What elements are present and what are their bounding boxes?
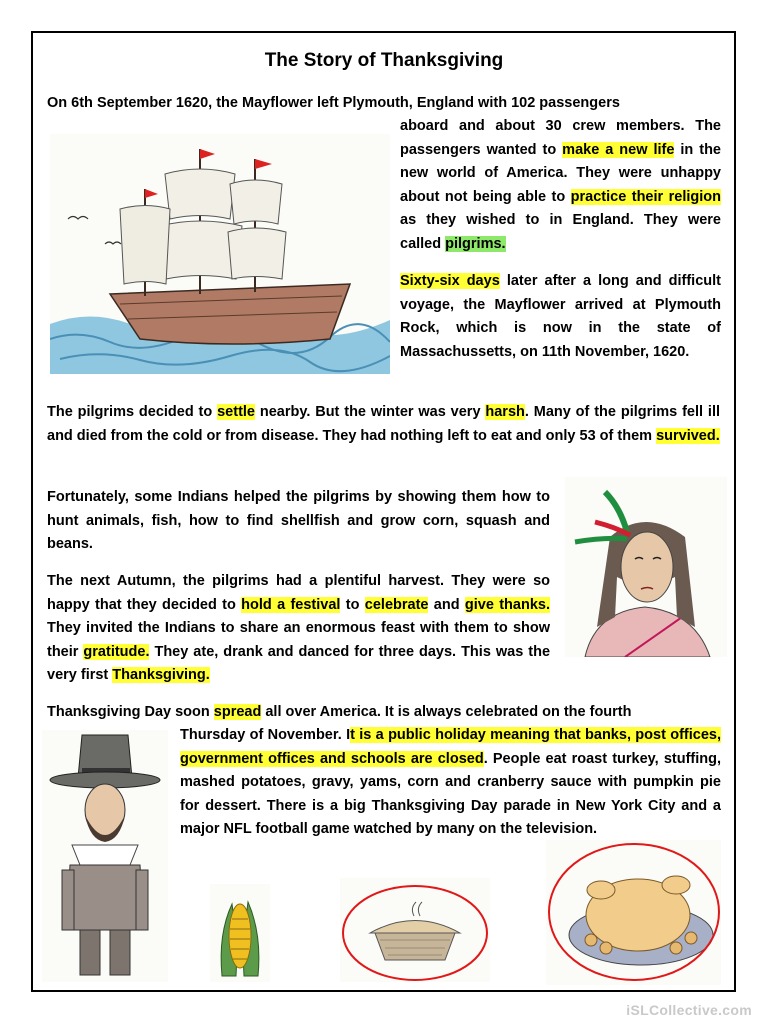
watermark: iSLCollective.com: [626, 1002, 752, 1018]
highlight-harsh: harsh: [485, 404, 525, 420]
paragraph-1: aboard and about 30 crew members. The passengers wanted to make a new life in the new world of America. They were unhappy about not being able to practice their religion as they wished to in England. They were called pilgrims.: [400, 118, 721, 252]
highlight-practice-religion: practice their religion: [570, 188, 721, 205]
roast-turkey-illustration: [546, 840, 721, 985]
highlight-settle: settle: [217, 404, 255, 420]
highlight-public-holiday: t is a public holiday meaning that banks, post offices, government offices and schools are closed: [180, 727, 721, 767]
paragraph-5: The next Autumn, the pilgrims had a plentiful harvest. They were so happy that they decided to hold a festival to celebrate and give thanks. They invited the Indians to share an enormous feast with them to show their gratitude. They ate, drank and danced for three days. This was the very first Thanksgiving.: [47, 573, 551, 683]
highlight-spread: spread: [213, 704, 262, 720]
paragraph-3: The pilgrims decided to settle nearby. But the winter was very harsh. Many of the pilgrims fell ill and died from the cold or from disease. They had nothing left to eat and only 53 of them survived.: [47, 404, 720, 444]
highlight-celebrate: celebrate: [364, 596, 429, 613]
highlight-thanksgiving: Thanksgiving.: [112, 667, 210, 683]
paragraph-6: Thursday of November. It is a public holiday meaning that banks, post offices, government offices and schools are closed. People eat roast turkey, stuffing, mashed potatoes, gravy, yams, corn and cranberry sauce with pumpkin pie for dessert. There is a big Thanksgiving Day parade in New York City and a major NFL football game watched by many on the television.: [180, 727, 721, 837]
pilgrim-man-illustration: [42, 730, 168, 982]
highlight-gratitude: gratitude.: [83, 643, 150, 660]
corn-cob-illustration: [210, 884, 270, 982]
mayflower-ship-illustration: [50, 134, 390, 374]
highlight-make-new-life: make a new life: [562, 141, 675, 158]
highlight-pilgrims: pilgrims.: [445, 235, 506, 252]
native-american-illustration: [565, 477, 727, 657]
paragraph-1-line-1: On 6th September 1620, the Mayflower left Plymouth, England with 102 passengers: [47, 95, 620, 111]
highlight-give-thanks: give thanks.: [464, 596, 550, 613]
highlight-sixty-six-days: Sixty-six days: [400, 273, 500, 289]
page-title: The Story of Thanksgiving: [264, 50, 504, 71]
paragraph-2: Sixty-six days later after a long and difficult voyage, the Mayflower arrived at Plymouth Rock, which is now in the state of Massachussetts, on 11th November, 1620.: [400, 273, 721, 360]
highlight-hold-a-festival: hold a festival: [241, 596, 341, 613]
paragraph-6-line-1: Thanksgiving Day soon spread all over America. It is always celebrated on the fourth: [47, 704, 632, 720]
pumpkin-pie-illustration: [340, 878, 490, 982]
paragraph-4: Fortunately, some Indians helped the pilgrims by showing them how to hunt animals, fish, how to find shellfish and grow corn, squash and beans.: [47, 489, 550, 552]
highlight-survived: survived.: [656, 427, 720, 444]
